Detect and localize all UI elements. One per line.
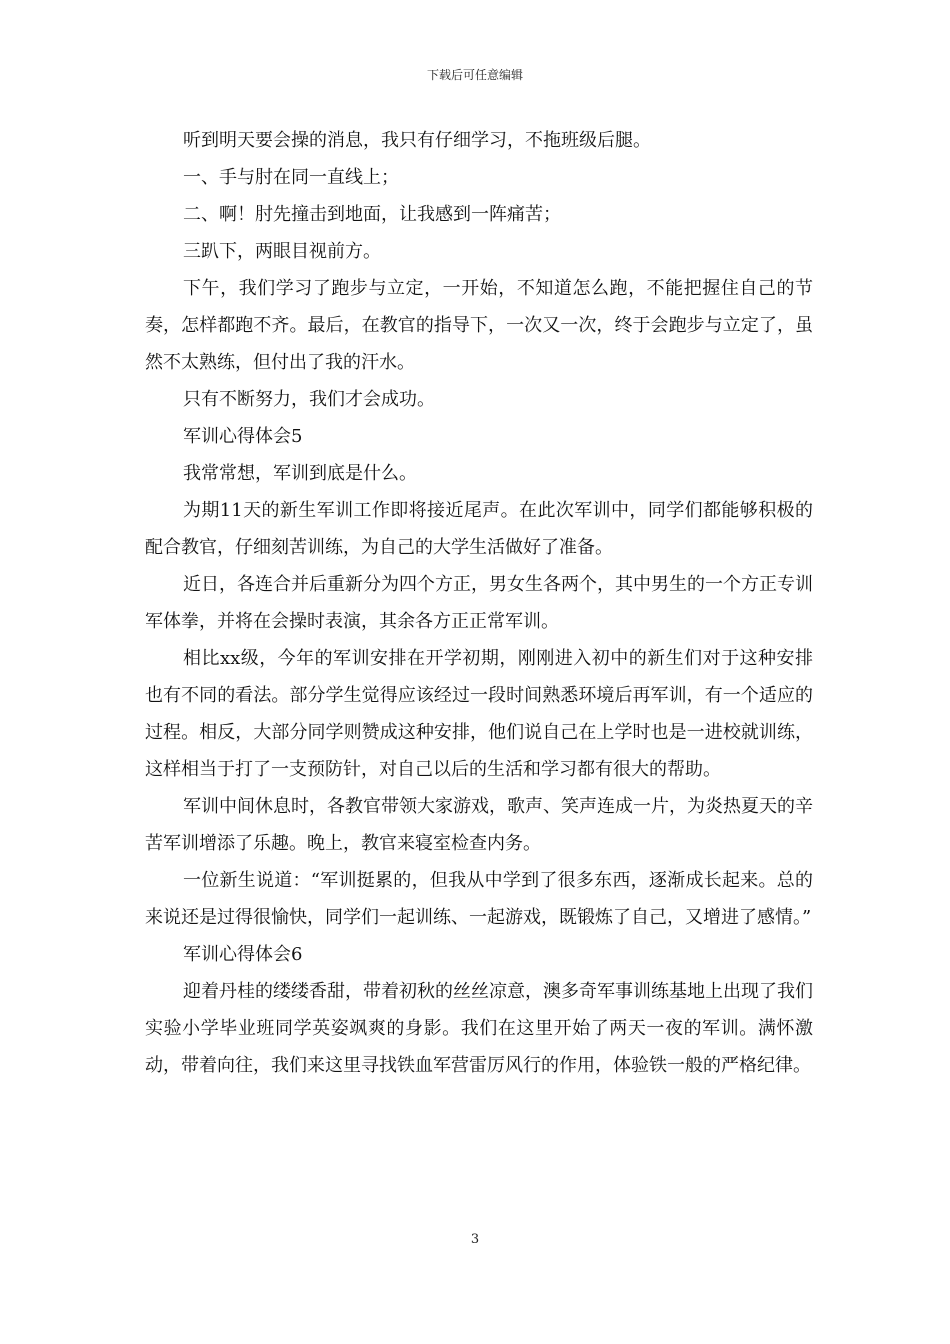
paragraph: 近日，各连合并后重新分为四个方正，男女生各两个，其中男生的一个方正专训军体拳，并将在会操时表演，其余各方正正常军训。 [145, 574, 813, 632]
paragraph: 一、手与肘在同一直线上； [183, 167, 399, 188]
paragraph: 相比xx级，今年的军训安排在开学初期，刚刚进入初中的新生们对于这种安排也有不同的看法。部分学生觉得应该经过一段时间熟悉环境后再军训，有一个适应的过程。相反，大部分同学则赞成这种安排，他们说自己在上学时也是一进校就训练，这样相当于打了一支预防针，对自己以后的生活和学习都有很大的帮助。 [145, 648, 813, 780]
page-number: 3 [470, 1232, 480, 1247]
paragraph: 二、啊！肘先撞击到地面，让我感到一阵痛苦； [183, 204, 561, 225]
section-heading: 军训心得体会6 [183, 944, 303, 965]
paragraph: 军训中间休息时，各教官带领大家游戏，歌声、笑声连成一片，为炎热夏天的辛苦军训增添了乐趣。晚上，教官来寝室检查内务。 [145, 796, 813, 854]
section-heading: 军训心得体会5 [183, 426, 303, 447]
paragraph: 听到明天要会操的消息，我只有仔细学习，不拖班级后腿。 [183, 130, 651, 151]
paragraph: 三趴下，两眼目视前方。 [183, 241, 381, 262]
paragraph: 一位新生说道：“军训挺累的，但我从中学到了很多东西，逐渐成长起来。总的来说还是过得很愉快，同学们一起训练、一起游戏，既锻炼了自己，又增进了感情。” [145, 870, 813, 928]
paragraph: 下午，我们学习了跑步与立定，一开始，不知道怎么跑，不能把握住自己的节奏，怎样都跑不齐。最后，在教官的指导下，一次又一次，终于会跑步与立定了，虽然不太熟练，但付出了我的汗水。 [145, 278, 813, 373]
document-body [145, 122, 813, 1084]
paragraph: 我常常想，军训到底是什么。 [183, 463, 417, 484]
paragraph: 迎着丹桂的缕缕香甜，带着初秋的丝丝凉意，澳多奇军事训练基地上出现了我们实验小学毕业班同学英姿飒爽的身影。我们在这里开始了两天一夜的军训。满怀激动，带着向往，我们来这里寻找铁血军营雷厉风行的作用，体验铁一般的严格纪律。 [145, 981, 813, 1076]
page-header: 下载后可任意编辑 [426, 68, 523, 82]
paragraph: 只有不断努力，我们才会成功。 [183, 389, 435, 410]
paragraph: 为期11天的新生军训工作即将接近尾声。在此次军训中，同学们都能够积极的配合教官，仔细刻苦训练，为自己的大学生活做好了准备。 [145, 500, 813, 558]
